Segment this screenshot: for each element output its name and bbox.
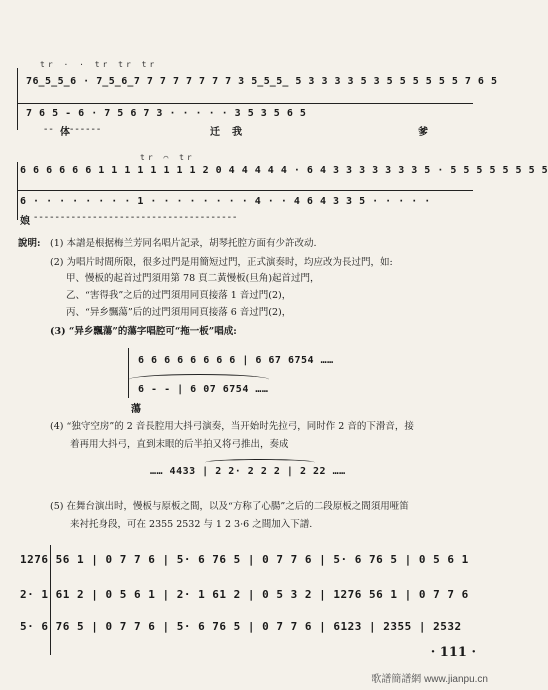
staff-1-bottom-line: 7 6 5 - 6 · 7 5 6 7 3 · · · · · 3 5 3 5 6 5 bbox=[26, 108, 307, 119]
note-4b: 着再用大抖弓，直到末眼的后半拍又将弓推出，奏成 bbox=[70, 439, 289, 450]
lyric: 我 bbox=[232, 127, 242, 138]
staff-separator-line bbox=[17, 103, 473, 104]
ornament-marks: tr · · tr tr tr bbox=[40, 60, 158, 69]
example-4-notation: …… 4433 | 2 2· 2 2 2 | 2 22 …… bbox=[150, 466, 346, 477]
note-3: (3) “异乡飄蕩”的蕩字唱腔可“拖一板”唱成: bbox=[50, 326, 237, 337]
lyric: 蕩 bbox=[131, 404, 141, 415]
note-5: (5) 在舞台演出时，慢板与原板之間，以及“方称了心腸”之后的二段原板之間須用哑笛 bbox=[50, 501, 409, 512]
lyric: 迁 bbox=[210, 127, 220, 138]
score-row-1: 1276 56 1 | 0 7 7 6 | 5· 6 76 5 | 0 7 7 6 | 5· 6 76 5 | 0 5 6 1 bbox=[20, 553, 469, 566]
system-bracket bbox=[17, 162, 18, 220]
note-2b: 乙、“害得我”之后的过門須用同頁接落 1 音过門(2)， bbox=[66, 290, 292, 301]
slur-arc bbox=[205, 459, 315, 466]
lyric-extender: ------ bbox=[70, 124, 103, 135]
notes-label: 說明: bbox=[18, 238, 41, 249]
note-2c: 丙、“异乡飄蕩”后的过門須用同頁接落 6 音过門(2)， bbox=[66, 307, 292, 318]
staff-2-bottom-line: 6 · · · · · · · · 1 · · · · · · · · 4 · · 4 6 4 3 3 5 · · · · · bbox=[20, 196, 431, 207]
lyric: 爹 bbox=[418, 127, 428, 138]
note-5b: 来衬托身段，可在 2355 2532 与 1 2 3·6 之間加入下譜. bbox=[70, 519, 313, 530]
note-1: (1) 本譜是根据梅兰芳同名唱片記录，胡琴托腔方面有少許改动. bbox=[50, 238, 317, 249]
lyric-extender: -------------------------------------- bbox=[34, 212, 239, 223]
staff-separator-line bbox=[17, 190, 473, 191]
note-4: (4) “独守空房”的 2 音長腔用大抖弓演奏，当开始时先拉弓，同时作 2 音的下滑音，接 bbox=[50, 421, 414, 432]
staff-1-top-line: 76̲5̲5̲6 · 7̲5̲6̲7 7 7 7 7 7 7 7 3 5̲5̲5̲ 5 3 3 3 3 5 3 5 5 5 5 5 5 7 6 5 bbox=[26, 76, 498, 87]
note-2: (2) 为唱片时間所限，很多过門是用簡短过門，正式演奏时，均应改为長过門，如: bbox=[50, 257, 393, 268]
score-row-3: 5· 6 76 5 | 0 7 7 6 | 5· 6 76 5 | 0 7 7 6 | 6123 | 2355 | 2532 bbox=[20, 620, 462, 633]
note-2a: 甲、慢板的起首过門須用第 78 頁二黃慢板(旦角)起首过門， bbox=[66, 273, 320, 284]
page-number: · 111 · bbox=[430, 645, 476, 660]
score-row-2: 2· 1 61 2 | 0 5 6 1 | 2· 1 61 2 | 0 5 3 2 | 1276 56 1 | 0 7 7 6 bbox=[20, 588, 469, 601]
lyric-extender: -- bbox=[44, 124, 55, 135]
lyric: 娘 bbox=[20, 216, 30, 227]
example-3-bottom: 6 - - | 6 07 6754 …… bbox=[138, 384, 269, 395]
watermark: 歌譜簡譜網 www.jianpu.cn bbox=[371, 674, 488, 685]
ornament-marks: tr ⌒ tr bbox=[140, 153, 195, 162]
lyric: 体 bbox=[60, 127, 70, 138]
example-3-top: 6 6 6 6 6 6 6 6 | 6 67 6754 …… bbox=[138, 355, 334, 366]
system-bracket bbox=[17, 68, 18, 130]
example-bracket bbox=[128, 348, 129, 398]
staff-2-top-line: 6 6 6 6 6 6 1 1 1 1 1 1 1 1 2 0 4 4 4 4 4 · 6 4 3 3 3 3 3 3 3 5 · 5 5 5 5 5 5 5 5 bbox=[20, 165, 548, 176]
